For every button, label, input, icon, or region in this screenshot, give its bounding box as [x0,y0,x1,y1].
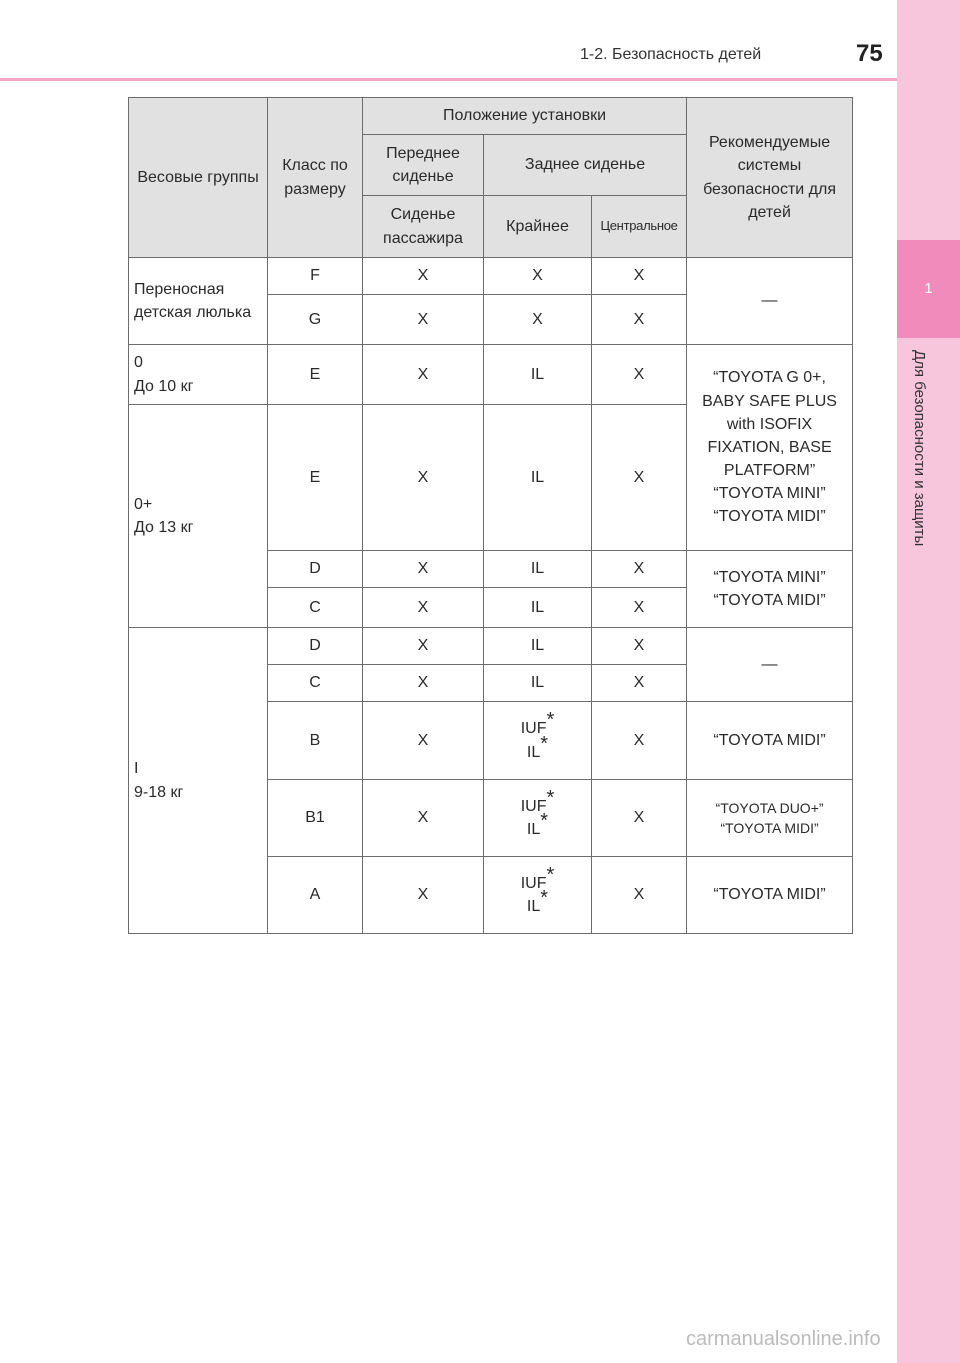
table-cell: X [363,702,484,780]
table-cell: X [363,405,484,551]
iuf-label: IUF [520,720,547,738]
header-front-seat: Переднее сиденье [363,135,484,196]
table-row [129,628,853,665]
table-cell: X [484,295,592,345]
iuf-il-cell [484,780,592,857]
table-cell: X [592,258,687,295]
chapter-number: 1 [924,280,933,297]
asterisk: * [540,810,549,832]
table-cell: X [592,665,687,702]
header-rule [0,78,897,81]
table-cell: X [363,551,484,588]
table-cell: X [592,345,687,405]
chapter-label: Для безопасности и защиты [911,350,928,547]
table-cell: X [592,551,687,588]
table-cell: X [592,780,687,857]
table-cell: X [484,258,592,295]
child-seat-compatibility-table [128,97,853,934]
side-strip [897,0,960,1363]
table-cell: C [268,665,363,702]
table-cell: IL [484,665,592,702]
table-cell: IL [484,551,592,588]
table-cell: IL [484,345,592,405]
recommended-cell: “TOYOTA MIDI” [687,702,853,780]
asterisk: * [546,863,555,886]
header-center: Центральное [592,196,687,258]
table-cell: B1 [268,780,363,857]
table-cell: G [268,295,363,345]
table-cell: IL [484,628,592,665]
table-cell: X [592,702,687,780]
table-cell: E [268,405,363,551]
recommended-cell: “TOYOTA DUO+” “TOYOTA MIDI” [687,780,853,857]
recommended-cell: “TOYOTA G 0+, BABY SAFE PLUS with ISOFIX FIXATION, BASE PLATFORM” “TOYOTA MINI” “TOYOTA MIDI” [687,345,853,551]
recommended-cell: “TOYOTA MINI” “TOYOTA MIDI” [687,551,853,628]
asterisk: * [540,887,549,909]
recommended-cell: — [687,628,853,702]
asterisk: * [546,786,555,809]
weight-group-cell: 0+ До 13 кг [129,405,268,628]
iuf-label: IUF [520,797,547,815]
weight-group-cell: 0 До 10 кг [129,345,268,405]
header-rear-seat: Заднее сиденье [484,135,687,196]
table-cell: D [268,551,363,588]
weight-group-cell: Переносная детская люлька [129,258,268,345]
iuf-il-cell [484,857,592,934]
header-passenger-seat: Сиденье пассажира [363,196,484,258]
table-row [129,258,853,295]
watermark: carmanualsonline.info [686,1328,881,1350]
recommended-cell: “TOYOTA MIDI” [687,857,853,934]
table-cell: B [268,702,363,780]
table-cell: X [363,295,484,345]
table-cell: E [268,345,363,405]
header-recommended-systems: Рекомендуемые системы безопасности для детей [687,98,853,258]
il-label: IL [526,743,541,761]
table-cell: X [363,628,484,665]
table-cell: X [592,628,687,665]
table-cell: IL [484,405,592,551]
table-cell: X [592,857,687,934]
header-installation-position: Положение установки [363,98,687,135]
header-weight-group: Весовые группы [129,98,268,258]
table-cell: X [363,857,484,934]
table-cell: X [363,665,484,702]
table-cell: X [592,295,687,345]
section-title: 1-2. Безопасность детей [580,46,762,63]
weight-group-cell: I 9-18 кг [129,628,268,934]
chapter-tab[interactable] [897,240,960,338]
il-label: IL [526,898,541,915]
page-number: 75 [856,40,883,67]
table-cell: X [592,405,687,551]
recommended-cell: — [687,258,853,345]
iuf-il-cell [484,702,592,780]
table-row [129,345,853,405]
table-cell: X [592,588,687,628]
header-size-class: Класс по размеру [268,98,363,258]
table-cell: X [363,780,484,857]
table-cell: X [363,345,484,405]
il-label: IL [526,821,541,838]
table-cell: A [268,857,363,934]
asterisk: * [540,732,549,755]
table-cell: X [363,588,484,628]
table-cell: C [268,588,363,628]
header-outboard: Крайнее [484,196,592,258]
table-cell: X [363,258,484,295]
table-cell: F [268,258,363,295]
table-cell: IL [484,588,592,628]
table-cell: D [268,628,363,665]
iuf-label: IUF [520,874,547,892]
asterisk: * [546,709,555,732]
